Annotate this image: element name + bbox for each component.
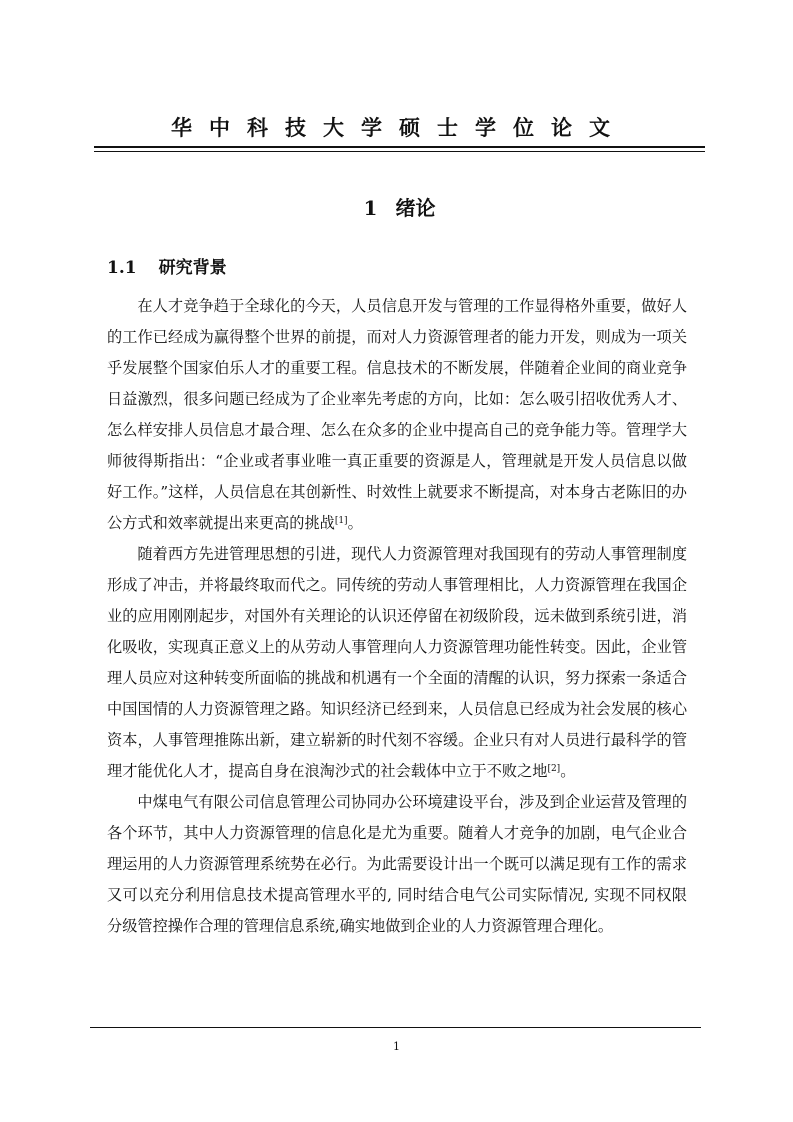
paragraph-end: 。 [560,762,576,780]
paragraph [107,787,687,942]
chapter-number: 1 [363,196,378,220]
paragraph-text: 在人才竞争趋于全球化的今天，人员信息开发与管理的工作显得格外重要，做好人的工作已经成为赢得整个世界的前提，而对人力资源管理者的能力开发，则成为一项关乎发展整个国家伯乐人才的重要工程。信息技术的不断发展，伴随着企业间的商业竞争日益激烈，很多问题已经成为了企业率先考虑的方向，比如：怎么吸引招收优秀人才、怎么样安排人员信息才最合理、怎么在众多的企业中提高自己的竞争能力等。管理学大师彼得斯指出：“企业或者事业唯一真正重要的资源是人，管理就是开发人员信息以做好工作。”这样，人员信息在其创新性、时效性上就要求不断提高，对本身古老陈旧的办公方式和效率就提出来更高的挑战 [107,297,687,532]
paragraph-text: 随着西方先进管理思想的引进，现代人力资源管理对我国现有的劳动人事管理制度形成了冲击，并将最终取而代之。同传统的劳动人事管理相比，人力资源管理在我国企业的应用刚刚起步，对国外有关理论的认识还停留在初级阶段，远未做到系统引进，消化吸收，实现真正意义上的从劳动人事管理向人力资源管理功能性转变。因此，企业管理人员应对这种转变所面临的挑战和机遇有一个全面的清醒的认识，努力探索一条适合中国国情的人力资源管理之路。知识经济已经到来，人员信息已经成为社会发展的核心资本，人事管理推陈出新，建立崭新的时代刻不容缓。企业只有对人员进行最科学的管理才能优化人才，提高自身在浪淘沙式的社会载体中立于不败之地 [107,545,687,780]
section-title: 研究背景 [158,258,227,278]
section-number: 1.1 [107,258,137,278]
chapter-heading [94,192,705,221]
chapter-title: 绪论 [395,196,436,220]
paragraph-text: 中煤电气有限公司信息管理公司协同办公环境建设平台，涉及到企业运营及管理的各个环节，其中人力资源管理的信息化是尤为重要。随着人才竞争的加剧，电气企业合理运用的人力资源管理系统势在必行。为此需要设计出一个既可以满足现有工作的需求又可以充分利用信息技术提高管理水平的, 同时结合电气公司实际情况, 实现不同权限分级管控操作合理的管理信息系统,确实地做到企业的人力资源管理合理化。 [107,793,687,935]
body-text [107,291,687,942]
header-rule-thin [94,151,705,152]
paragraph [107,539,687,787]
citation: [1] [334,516,348,526]
running-header-title: 华中科技大学硕士学位论文 [171,115,627,140]
citation: [2] [547,764,561,774]
page-number: 1 [393,1040,400,1053]
section-heading [107,253,227,278]
header-rule-thick [94,146,705,148]
paragraph-end: 。 [347,514,363,532]
paragraph [107,291,687,539]
footer-rule [90,1027,701,1028]
